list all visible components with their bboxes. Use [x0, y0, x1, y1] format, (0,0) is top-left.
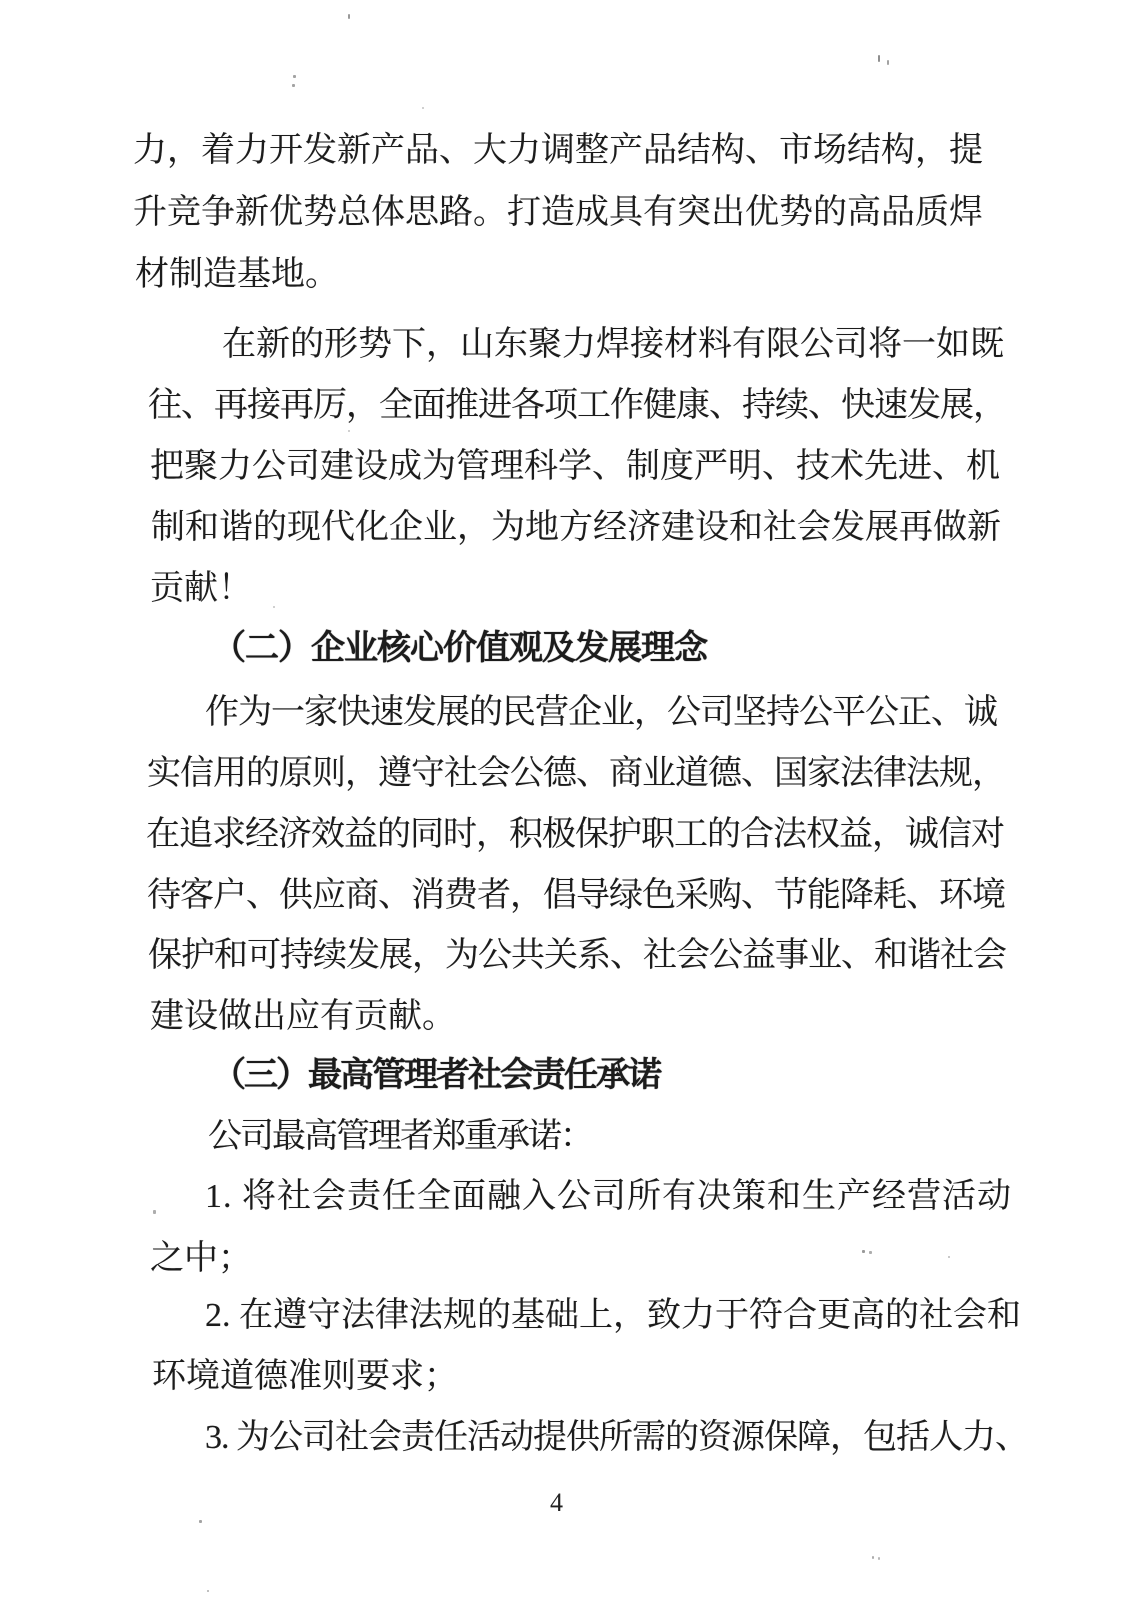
- scan-speck: [348, 430, 350, 432]
- scan-speck: [872, 1556, 874, 1559]
- page-number: 4: [550, 1488, 563, 1517]
- body-line: 待客户、供应商、消费者，倡导绿色采购、节能降耗、环境: [147, 877, 1005, 914]
- scan-speck: [207, 1590, 209, 1592]
- scan-speck: [348, 14, 350, 19]
- list-item-line: 3. 为公司社会责任活动提供所需的资源保障，包括人力、: [205, 1419, 1028, 1456]
- body-line: 在追求经济效益的同时，积极保护职工的合法权益，诚信对: [146, 816, 1004, 853]
- scan-speck: [862, 1250, 865, 1253]
- body-line: 作为一家快速发展的民营企业，公司坚持公平公正、诚: [205, 694, 997, 731]
- body-line: 往、再接再厉，全面推进各项工作健康、持续、快速发展，: [148, 387, 1006, 424]
- scan-speck: [869, 1251, 872, 1254]
- list-item-line: 之中；: [150, 1240, 252, 1277]
- scan-speck: [878, 1557, 880, 1560]
- body-line: 材制造基地。: [135, 256, 339, 293]
- body-line: 建设做出应有贡献。: [150, 998, 456, 1035]
- body-line: 实信用的原则，遵守社会公德、商业道德、国家法律法规，: [147, 755, 1005, 792]
- body-line: 制和谐的现代化企业，为地方经济建设和社会发展再做新: [151, 509, 1001, 546]
- scan-speck: [292, 84, 295, 87]
- section-heading-3: （三）最高管理者社会责任承诺: [212, 1057, 660, 1094]
- scan-speck: [199, 1520, 202, 1523]
- scan-speck: [153, 1210, 156, 1214]
- scan-speck: [878, 55, 880, 62]
- list-item-line: 1. 将社会责任全面融入公司所有决策和生产经营活动: [205, 1178, 1012, 1215]
- body-line: 贡献！: [150, 570, 252, 607]
- scan-speck: [422, 107, 424, 109]
- body-line: 保护和可持续发展，为公共关系、社会公益事业、和谐社会: [148, 937, 1006, 974]
- body-line: 在新的形势下，山东聚力焊接材料有限公司将一如既: [222, 326, 1004, 363]
- body-line: 把聚力公司建设成为管理科学、制度严明、技术先进、机: [150, 448, 1000, 485]
- scan-speck: [293, 75, 296, 78]
- scan-speck: [887, 60, 889, 65]
- list-item-line: 2. 在遵守法律法规的基础上，致力于符合更高的社会和: [205, 1297, 1021, 1334]
- section-heading-2: （二）企业核心价值观及发展理念: [212, 630, 707, 667]
- body-line: 升竞争新优势总体思路。打造成具有突出优势的高品质焊: [133, 194, 983, 231]
- scan-speck: [948, 1256, 950, 1258]
- body-line: 公司最高管理者郑重承诺：: [208, 1118, 592, 1155]
- list-item-line: 环境道德准则要求；: [152, 1358, 458, 1395]
- scan-speck: [273, 606, 275, 608]
- body-line: 力，着力开发新产品、大力调整产品结构、市场结构，提: [133, 132, 983, 169]
